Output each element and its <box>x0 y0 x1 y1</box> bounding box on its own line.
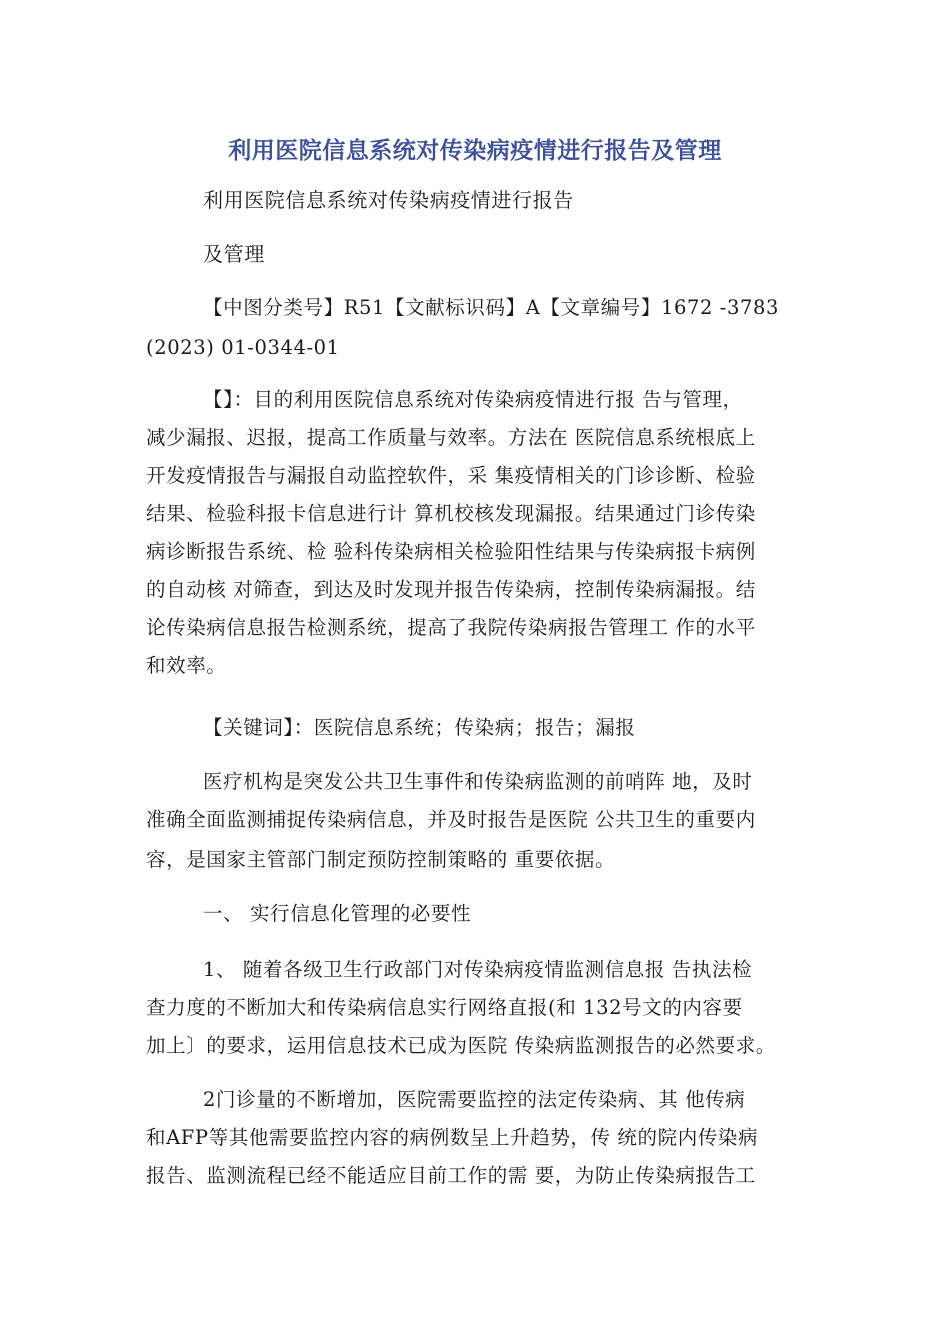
abstract-line: 论传染病信息报告检测系统，提高了我院传染病报告管理工 作的水平 <box>146 616 756 639</box>
abstract-line: 减少漏报、迟报，提高工作质量与效率。方法在 医院信息系统根底上 <box>146 426 756 449</box>
abstract-line: 病诊断报告系统、检 验科传染病相关检验阳性结果与传染病报卡病例 <box>146 540 756 563</box>
keywords: 【关键词】：医院信息系统；传染病；报告；漏报 <box>203 716 636 739</box>
abstract-line: 结果、检验科报卡信息进行计 算机校核发现漏报。结果通过门诊传染 <box>146 502 756 525</box>
abstract-line: 开发疫情报告与漏报自动监控软件，采 集疫情相关的门诊诊断、检验 <box>146 464 756 487</box>
point2-line: 报告、监测流程已经不能适应目前工作的需 要，为防止传染病报告工 <box>146 1164 756 1187</box>
intro-line: 准确全面监测捕捉传染病信息，并及时报告是医院 公共卫生的重要内 <box>146 808 756 831</box>
subtitle-line-1: 利用医院信息系统对传染病疫情进行报告 <box>203 188 574 212</box>
classification-line-1: 【中图分类号】R51【文献标识码】A【文章编号】1672 -3783 <box>203 296 780 319</box>
abstract-line: 和效率。 <box>146 654 227 677</box>
document-title: 利用医院信息系统对传染病疫情进行报告及管理 <box>228 138 722 164</box>
classification-line-2: (2023) 01-0344-01 <box>146 336 340 359</box>
subtitle-line-2: 及管理 <box>203 242 265 266</box>
intro-line: 容，是国家主管部门制定预防控制策略的 重要依据。 <box>146 848 616 871</box>
section-heading: 一、 实行信息化管理的必要性 <box>203 902 472 925</box>
point2-line: 2门诊量的不断增加，医院需要监控的法定传染病、其 他传病 <box>203 1088 746 1111</box>
abstract-line: 【】：目的利用医院信息系统对传染病疫情进行报 告与管理， <box>203 388 743 411</box>
point2-line: 和AFP等其他需要监控内容的病例数呈上升趋势，传 统的院内传染病 <box>146 1126 759 1149</box>
intro-line: 医疗机构是突发公共卫生事件和传染病监测的前哨阵 地，及时 <box>203 770 753 793</box>
point1-line: 查力度的不断加大和传染病信息实行网络直报(和 132号文的内容要 <box>146 996 743 1019</box>
abstract-line: 的自动核 对筛查，到达及时发现并报告传染病，控制传染病漏报。结 <box>146 578 756 601</box>
point1-line: 1、 随着各级卫生行政部门对传染病疫情监测信息报 告执法检 <box>203 958 753 981</box>
point1-line: 加上〕的要求，运用信息技术已成为医院 传染病监测报告的必然要求。 <box>146 1034 776 1057</box>
